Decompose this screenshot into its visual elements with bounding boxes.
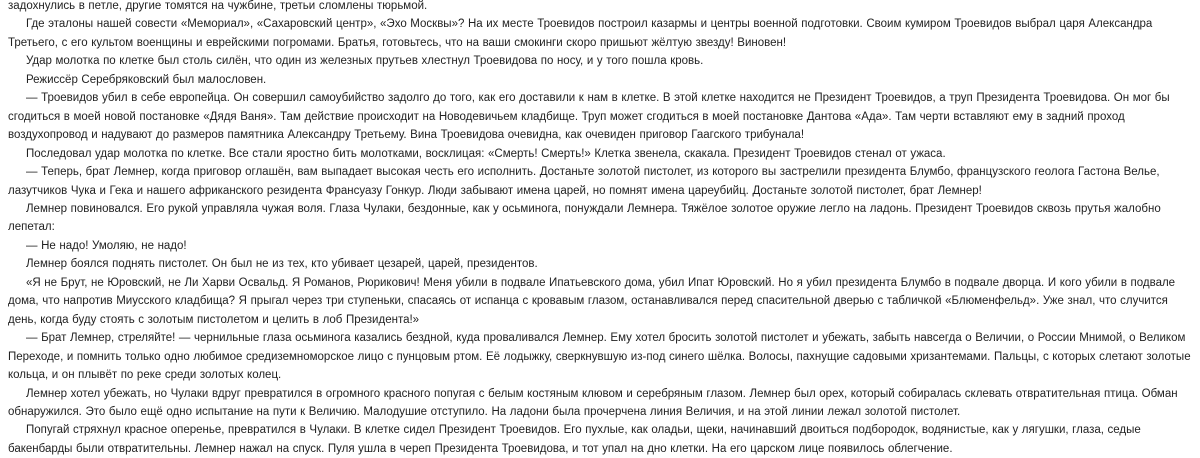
paragraph: — Не надо! Умоляю, не надо! bbox=[26, 239, 187, 252]
paragraph: — Теперь, брат Лемнер, когда приговор оглашён, вам выпадает высокая честь его исполнить. Достаньте золотой пистолет, из которого вы застрелили президента Блумбо, французского геолога Гастона Велье, лазутчиков Чука и Гека и нашего африканского резидента Франсуазу Гонкур. Люди забывают имена царей, но помнят имена цареубийц. Достаньте золотой пистолет, брат Лемнер! bbox=[8, 166, 1160, 197]
paragraph: Где эталоны нашей совести «Мемориал», «Сахаровский центр», «Эхо Москвы»? На их месте Троевидов построил казармы и центры военной подготовки. Своим кумиром Троевидов выбрал царя Александра Третьего, с его культом военщины и еврейскими погромами. Братья, готовьтесь, что на ваши смокинги скоро пришьют жёлтую звезду! Виновен! bbox=[8, 18, 1153, 49]
paragraph: «Я не Брут, не Юровский, не Ли Харви Освальд. Я Романов, Рюрикович! Меня убили в подвале Ипатьевского дома, убил Ипат Юровский. Но я убил президента Блумбо в подвале дворца. И кого убили в подвале дома, что напротив Миусского кладбища? Я прыгал через три ступеньки, спасаясь от испанца с кровавым глазом, останавливался перед спасительной дверью с табличкой «Блюменфельд». Уже знал, что случится день, когда буду стоять с золотым пистолетом и целить в лоб Президента!» bbox=[8, 276, 1176, 326]
paragraph: Удар молотка по клетке был столь силён, что один из железных прутьев хлестнул Троевидова по носу, и у того пошла кровь. bbox=[26, 55, 704, 68]
paragraph: Режиссёр Серебряковский был малословен. bbox=[26, 73, 267, 86]
paragraph: — Брат Лемнер, стреляйте! — чернильные глаза осьминога казались бездной, куда проваливался Лемнер. Ему хотел бросить золотой пистолет и убежать, забыть навсегда о Величии, о России Мнимой, о Великом Переходе, и помнить только одно любимое средиземноморское лицо с пунцовым ртом. Её лодыжку, сверкнувшую из-под синего шёлка. Волосы, пахнущие садовыми хризантемами. Пальцы, с которых слетают золотые кольца, и он плывёт по реке среди золотых колец. bbox=[8, 332, 1191, 382]
paragraph: задохнулись в петле, другие томятся на чужбине, третьи сломлены тюрьмой. bbox=[8, 0, 428, 12]
paragraph: Попугай стряхнул красное оперенье, превратился в Чулаки. В клетке сидел Президент Троевидов. Его пухлые, как оладьи, щеки, начинавший двоиться подбородок, водянистые, как у лягушки, глаза, седые бакенбарды были отвратительны. Лемнер нажал на спуск. Пуля ушла в череп Президента Троевидова, и тот упал на дно клетки. На его царском лице появилось облегчение. bbox=[8, 424, 1141, 455]
paragraph: Лемнер хотел убежать, но Чулаки вдруг превратился в огромного красного попугая с белым костяным клювом и серебряным глазом. Лемнер был орех, который собиралась склевать отвратительная птица. Обман обнаружился. Это было ещё одно испытание на пути к Величию. Малодушие отступило. На ладони была прочерчена линия Величия, и на этой линии лежал золотой пистолет. bbox=[8, 387, 1178, 418]
paragraph: Лемнер повиновался. Его рукой управляла чужая воля. Глаза Чулаки, бездонные, как у осьминога, понуждали Лемнера. Тяжёлое золотое оружие легло на ладонь. Президент Троевидов сквозь прутья жалобно лепетал: bbox=[8, 202, 1161, 234]
document-text bbox=[8, 0, 1200, 458]
paragraph: — Троевидов убил в себе европейца. Он совершил самоубийство задолго до того, как его доставили к нам в клетке. В этой клетке находится не Президент Троевидов, а труп Президента Троевидова. Он мог бы сгодиться в моей новой постановке «Дядя Ваня». Там действие происходит на Новодевичьем кладбище. Труп может сгодиться в моей постановке Дантова «Ада». Там черти вставляют ему в задний проход воздухопровод и надувают до размеров памятника Александру Третьему. Вина Троевидова очевидна, как очевиден приговор Гаагского трибунала! bbox=[8, 92, 1170, 142]
paragraph: Лемнер боялся поднять пистолет. Он был не из тех, кто убивает цезарей, царей, президентов. bbox=[26, 258, 538, 271]
paragraph: Последовал удар молотка по клетке. Все стали яростно бить молотками, восклицая: «Смерть! Смерть!» Клетка звенела, скакала. Президент Троевидов стенал от ужаса. bbox=[26, 147, 946, 160]
